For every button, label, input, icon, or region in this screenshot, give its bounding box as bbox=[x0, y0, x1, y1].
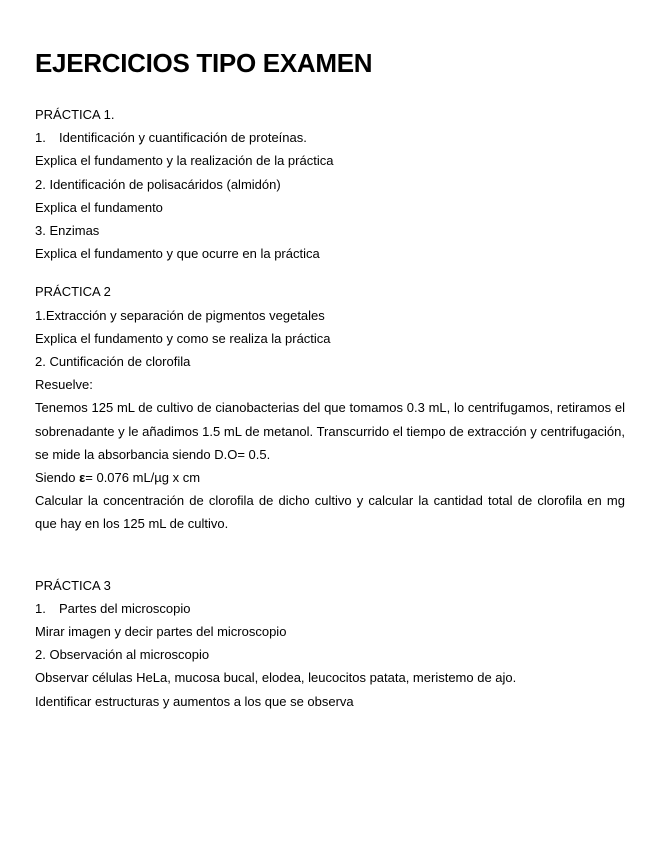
task-text: Explica el fundamento y la realización de la práctica bbox=[35, 153, 334, 169]
task-text: Observar células HeLa, mucosa bucal, elodea, leucocitos patata, meristemo de ajo. bbox=[35, 670, 517, 686]
list-item-text: Identificación y cuantificación de proteínas. bbox=[59, 130, 307, 146]
section-practica-2 bbox=[35, 280, 625, 535]
list-item bbox=[35, 597, 625, 620]
epsilon-value: = 0.076 mL/µg x cm bbox=[85, 470, 201, 486]
list-number: 1. bbox=[35, 130, 46, 146]
question-text: Calcular la concentración de clorofila de dicho cultivo y calcular la cantidad total de clorofila en mg que hay en los 125 mL de cultivo. bbox=[35, 493, 625, 532]
section-heading: PRÁCTICA 1. bbox=[35, 107, 115, 122]
list-item bbox=[35, 126, 625, 149]
problem-statement: Tenemos 125 mL de cultivo de cianobacterias del que tomamos 0.3 mL, lo centrifugamos, retiramos el sobrenadante y le añadimos 1.5 mL de metanol. Transcurrido el tiempo de extracción y centrifugación, se mide la absorbancia siendo D.O= 0.5. bbox=[35, 400, 625, 462]
resuelve-label: Resuelve: bbox=[35, 377, 93, 393]
document-page bbox=[35, 44, 625, 713]
list-item: 2. Identificación de polisacáridos (almidón) bbox=[35, 176, 281, 192]
epsilon-symbol: ε bbox=[79, 470, 86, 486]
list-item: 1.Extracción y separación de pigmentos vegetales bbox=[35, 307, 325, 323]
section-heading: PRÁCTICA 3 bbox=[35, 577, 111, 593]
task-text: Identificar estructuras y aumentos a los que se observa bbox=[35, 693, 354, 709]
task-text: Explica el fundamento y como se realiza la práctica bbox=[35, 330, 331, 346]
task-text: Explica el fundamento y que ocurre en la práctica bbox=[35, 246, 320, 262]
list-item: 2. Cuntificación de clorofila bbox=[35, 354, 191, 370]
list-number: 1. bbox=[35, 600, 46, 616]
siendo-prefix: Siendo bbox=[35, 470, 80, 486]
section-practica-3 bbox=[35, 574, 625, 713]
section-heading: PRÁCTICA 2 bbox=[35, 284, 111, 300]
section-practica-1 bbox=[35, 103, 625, 265]
task-text: Explica el fundamento bbox=[35, 199, 163, 215]
document-title: EJERCICIOS TIPO EXAMEN bbox=[35, 48, 373, 78]
task-text: Mirar imagen y decir partes del microscopio bbox=[35, 624, 287, 640]
list-item: 3. Enzimas bbox=[35, 223, 100, 239]
list-item: 2. Observación al microscopio bbox=[35, 647, 210, 663]
list-item-text: Partes del microscopio bbox=[59, 600, 191, 616]
epsilon-statement bbox=[35, 466, 625, 489]
